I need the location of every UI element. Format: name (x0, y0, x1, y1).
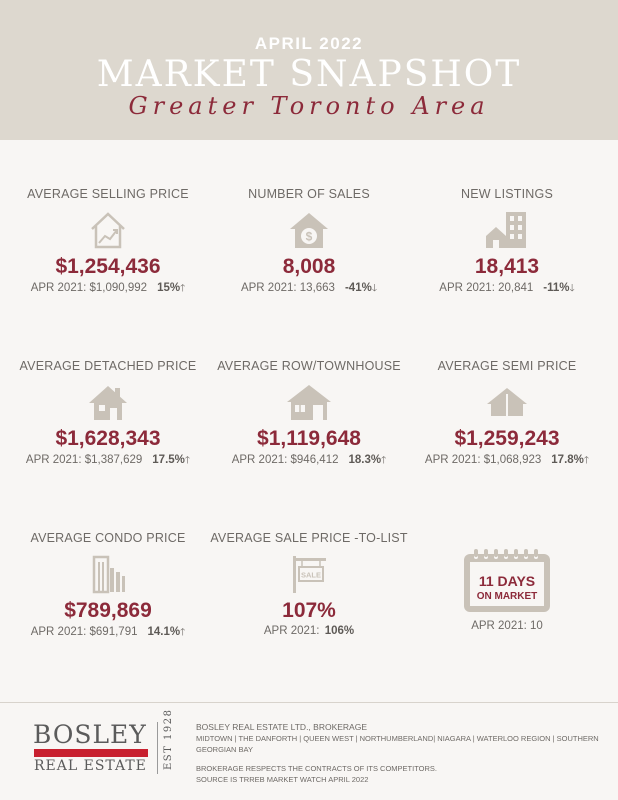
detached-house-icon (86, 382, 130, 422)
stat-compare-text: APR 2021: $691,791 (30, 626, 138, 638)
stat-compare (206, 625, 412, 637)
stat-label: AVERAGE CONDO PRICE (30, 531, 186, 545)
semi-house-icon (483, 382, 531, 422)
stat-compare (206, 453, 412, 470)
stat-change: -11% (543, 282, 570, 294)
stat-compare (5, 453, 211, 470)
stat-label: AVERAGE ROW/TOWNHOUSE (217, 359, 401, 373)
stat-change: -41% (344, 282, 372, 294)
days-on-market-label: ON MARKET (476, 591, 538, 602)
stat-compare (404, 620, 610, 632)
arrow-up-icon: 🡑 (180, 283, 186, 294)
townhouse-icon (285, 382, 333, 422)
region-title: Greater Toronto Area (128, 92, 490, 120)
arrow-up-icon: 🡑 (184, 455, 191, 466)
stat-average-detached-price (5, 358, 211, 470)
stat-compare-text: APR 2021: $1,090,992 (30, 282, 148, 294)
report-month: APRIL 2022 (254, 34, 364, 53)
stat-days-on-market (404, 548, 610, 632)
arrow-down-icon: 🡓 (569, 283, 575, 294)
svg-text:SALE: SALE (300, 570, 322, 580)
stat-compare-text: APR 2021: (263, 625, 323, 637)
stat-average-condo-price (5, 530, 211, 642)
stat-value: 8,008 (282, 255, 336, 278)
stat-label: AVERAGE SALE PRICE -TO-LIST (210, 531, 408, 545)
stat-value: $1,259,243 (454, 427, 560, 450)
arrow-down-icon: 🡓 (371, 283, 378, 294)
stat-value: 18,413 (474, 255, 540, 278)
footer-disclaimer: BROKERAGE RESPECTS THE CONTRACTS OF ITS COMPETITORS. (196, 764, 438, 773)
house-dollar-icon (287, 210, 331, 250)
logo-established: EST 1928 (163, 708, 174, 770)
stat-average-semi-price (404, 358, 610, 470)
stat-label: NUMBER OF SALES (248, 187, 370, 201)
buildings-icon (482, 210, 532, 250)
stat-change: 15% (157, 282, 181, 294)
stat-compare-text: APR 2021: 20,841 (439, 282, 534, 294)
header-banner (0, 0, 618, 140)
logo-wordmark: BOSLEY (33, 720, 147, 749)
stat-compare-text: APR 2021: $1,068,923 (424, 454, 542, 466)
stat-change: 14.1% (147, 626, 181, 638)
report-title: MARKET SNAPSHOT (96, 54, 522, 95)
stat-compare (404, 281, 610, 298)
footer-divider (0, 702, 618, 703)
stat-value: $1,628,343 (55, 427, 161, 450)
footer-source: SOURCE IS TRREB MARKET WATCH APRIL 2022 (196, 775, 369, 784)
footer-offices: MIDTOWN | THE DANFORTH | QUEEN WEST | NORTHUMBERLAND| NIAGARA | WATERLOO REGION | SOUTHERN GEORGIAN BAY (196, 734, 599, 754)
stat-number-of-sales (206, 186, 412, 298)
stat-average-selling-price (5, 186, 211, 298)
stat-compare (5, 625, 211, 642)
stat-label: AVERAGE DETACHED PRICE (19, 359, 197, 373)
condo-building-icon (86, 554, 130, 594)
stat-compare-text: APR 2021: 13,663 (240, 282, 335, 294)
house-chart-icon (86, 210, 130, 250)
stat-compare-text: APR 2021: $1,387,629 (25, 454, 143, 466)
stat-sale-price-to-list (206, 530, 412, 637)
bosley-logo (33, 708, 193, 776)
footer-info (196, 722, 606, 785)
stat-value: $1,119,648 (257, 427, 361, 450)
footer-company: BOSLEY REAL ESTATE LTD., BROKERAGE (196, 722, 367, 732)
stat-change: 106% (324, 625, 355, 637)
stat-change: 17.5% (152, 454, 185, 466)
stat-new-listings (404, 186, 610, 298)
stat-compare (206, 281, 412, 298)
calendar-icon (462, 548, 552, 614)
stat-label: NEW LISTINGS (461, 187, 553, 201)
logo-red-bar (34, 749, 148, 757)
stat-change: 17.8% (551, 454, 584, 466)
stat-label: AVERAGE SELLING PRICE (27, 187, 189, 201)
stat-compare-text: APR 2021: $946,412 (231, 454, 339, 466)
stat-value: 107% (282, 599, 336, 622)
arrow-up-icon: 🡑 (381, 455, 387, 466)
svg-text:$: $ (305, 229, 313, 244)
days-on-market-value: 11 DAYS (478, 573, 536, 589)
stat-label: AVERAGE SEMI PRICE (437, 359, 577, 373)
arrow-up-icon: 🡑 (180, 627, 186, 638)
stat-compare-text: APR 2021: 10 (471, 620, 543, 632)
logo-divider (157, 722, 158, 774)
stat-value: $1,254,436 (55, 255, 161, 278)
logo-subtitle: REAL ESTATE (34, 758, 147, 774)
stat-compare (5, 281, 211, 298)
stat-compare (404, 453, 610, 470)
stat-value: $789,869 (64, 599, 152, 622)
stat-change: 18.3% (348, 454, 382, 466)
sale-sign-icon (287, 554, 331, 594)
arrow-up-icon: 🡑 (583, 455, 590, 466)
stat-average-row-townhouse (206, 358, 412, 470)
